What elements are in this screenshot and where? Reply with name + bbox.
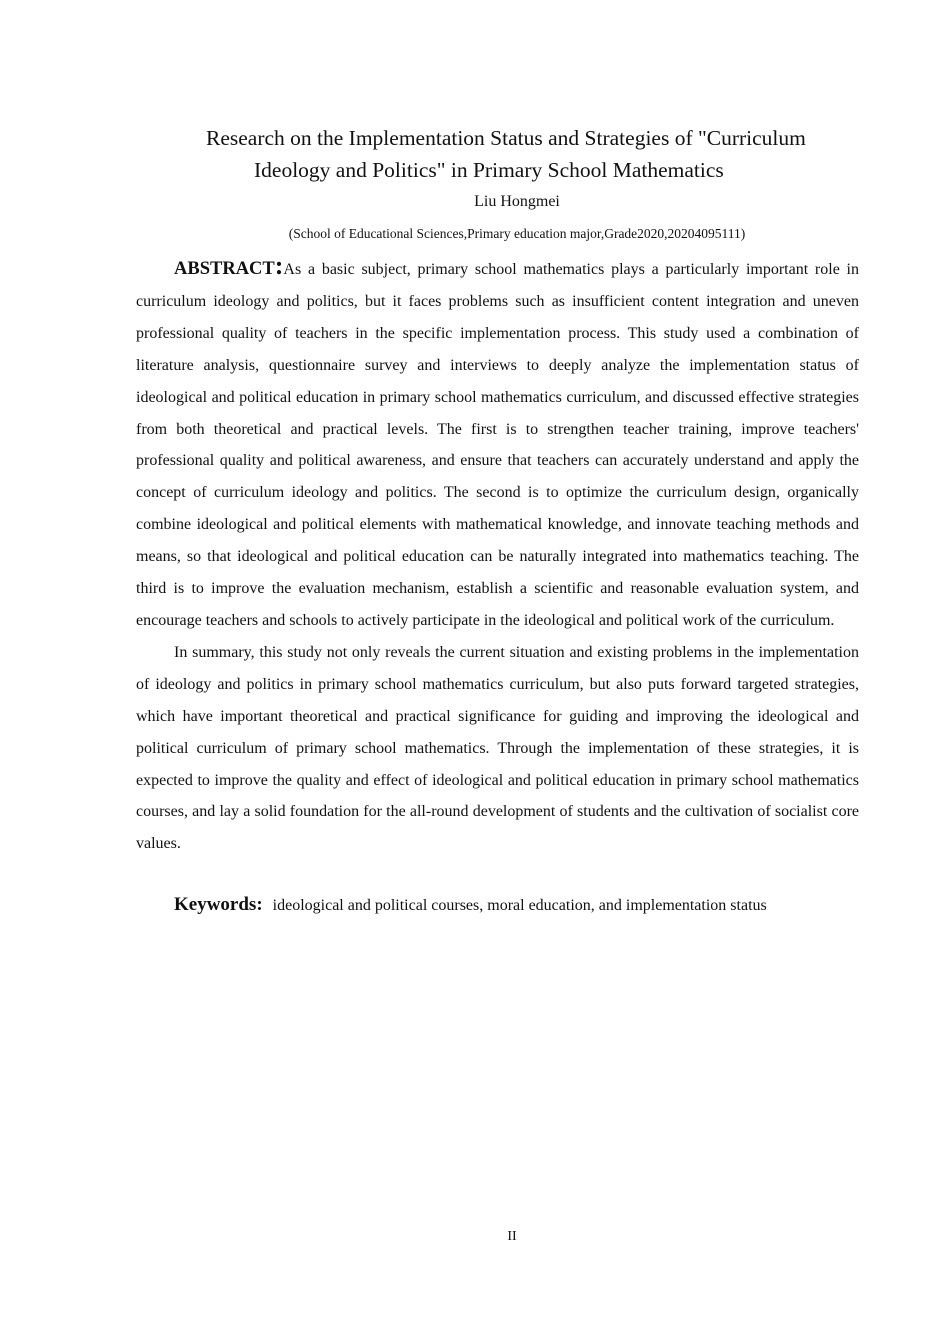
author-name: Liu Hongmei bbox=[474, 193, 560, 210]
author-affiliation: (School of Educational Sciences,Primary education major,Grade2020,20204095111) bbox=[288, 226, 746, 241]
keywords-text: ideological and political courses, moral education, and implementation status bbox=[272, 897, 767, 914]
keywords-line bbox=[174, 892, 767, 919]
abstract-paragraph-2: In summary, this study not only reveals the current situation and existing problems in the implementation of ideology and politics in primary school mathematics curriculum, but also puts forward targeted strategies, which have important theoretical and practical significance for guiding and improving the ideological and political curriculum of primary school mathematics. Through the implementation of these strategies, it is expected to improve the quality and effect of ideological and political education in primary school mathematics courses, and lay a solid foundation for the all-round development of students and the cultivation of socialist core values. bbox=[136, 643, 859, 853]
abstract-paragraph-1 bbox=[136, 251, 859, 637]
paper-title-line-1: Research on the Implementation Status and Strategies of "Curriculum bbox=[206, 126, 806, 150]
abstract-colon: : bbox=[274, 251, 284, 280]
paper-title-line-2: Ideology and Politics" in Primary School Mathematics bbox=[254, 158, 724, 182]
abstract-section bbox=[136, 251, 859, 860]
keywords-label: Keywords: bbox=[174, 894, 263, 915]
abstract-label: ABSTRACT bbox=[174, 259, 275, 279]
abstract-paragraph-1-text: As a basic subject, primary school mathematics plays a particularly important role in curriculum ideology and politics, but it faces problems such as insufficient content integration and uneven professional quality of teachers in the specific implementation process. This study used a combination of literature analysis, questionnaire survey and interviews to deeply analyze the implementation status of ideological and political education in primary school mathematics curriculum, and discussed effective strategies from both theoretical and practical levels. The first is to strengthen teacher training, improve teachers' professional quality and political awareness, and ensure that teachers can accurately understand and apply the concept of curriculum ideology and politics. The second is to optimize the curriculum design, organically combine ideological and political elements with mathematical knowledge, and innovate teaching methods and means, so that ideological and political education can be naturally integrated into mathematics teaching. The third is to improve the evaluation mechanism, establish a scientific and reasonable evaluation system, and encourage teachers and schools to actively participate in the ideological and political work of the curriculum. bbox=[136, 261, 859, 629]
page-number: II bbox=[507, 1229, 517, 1244]
